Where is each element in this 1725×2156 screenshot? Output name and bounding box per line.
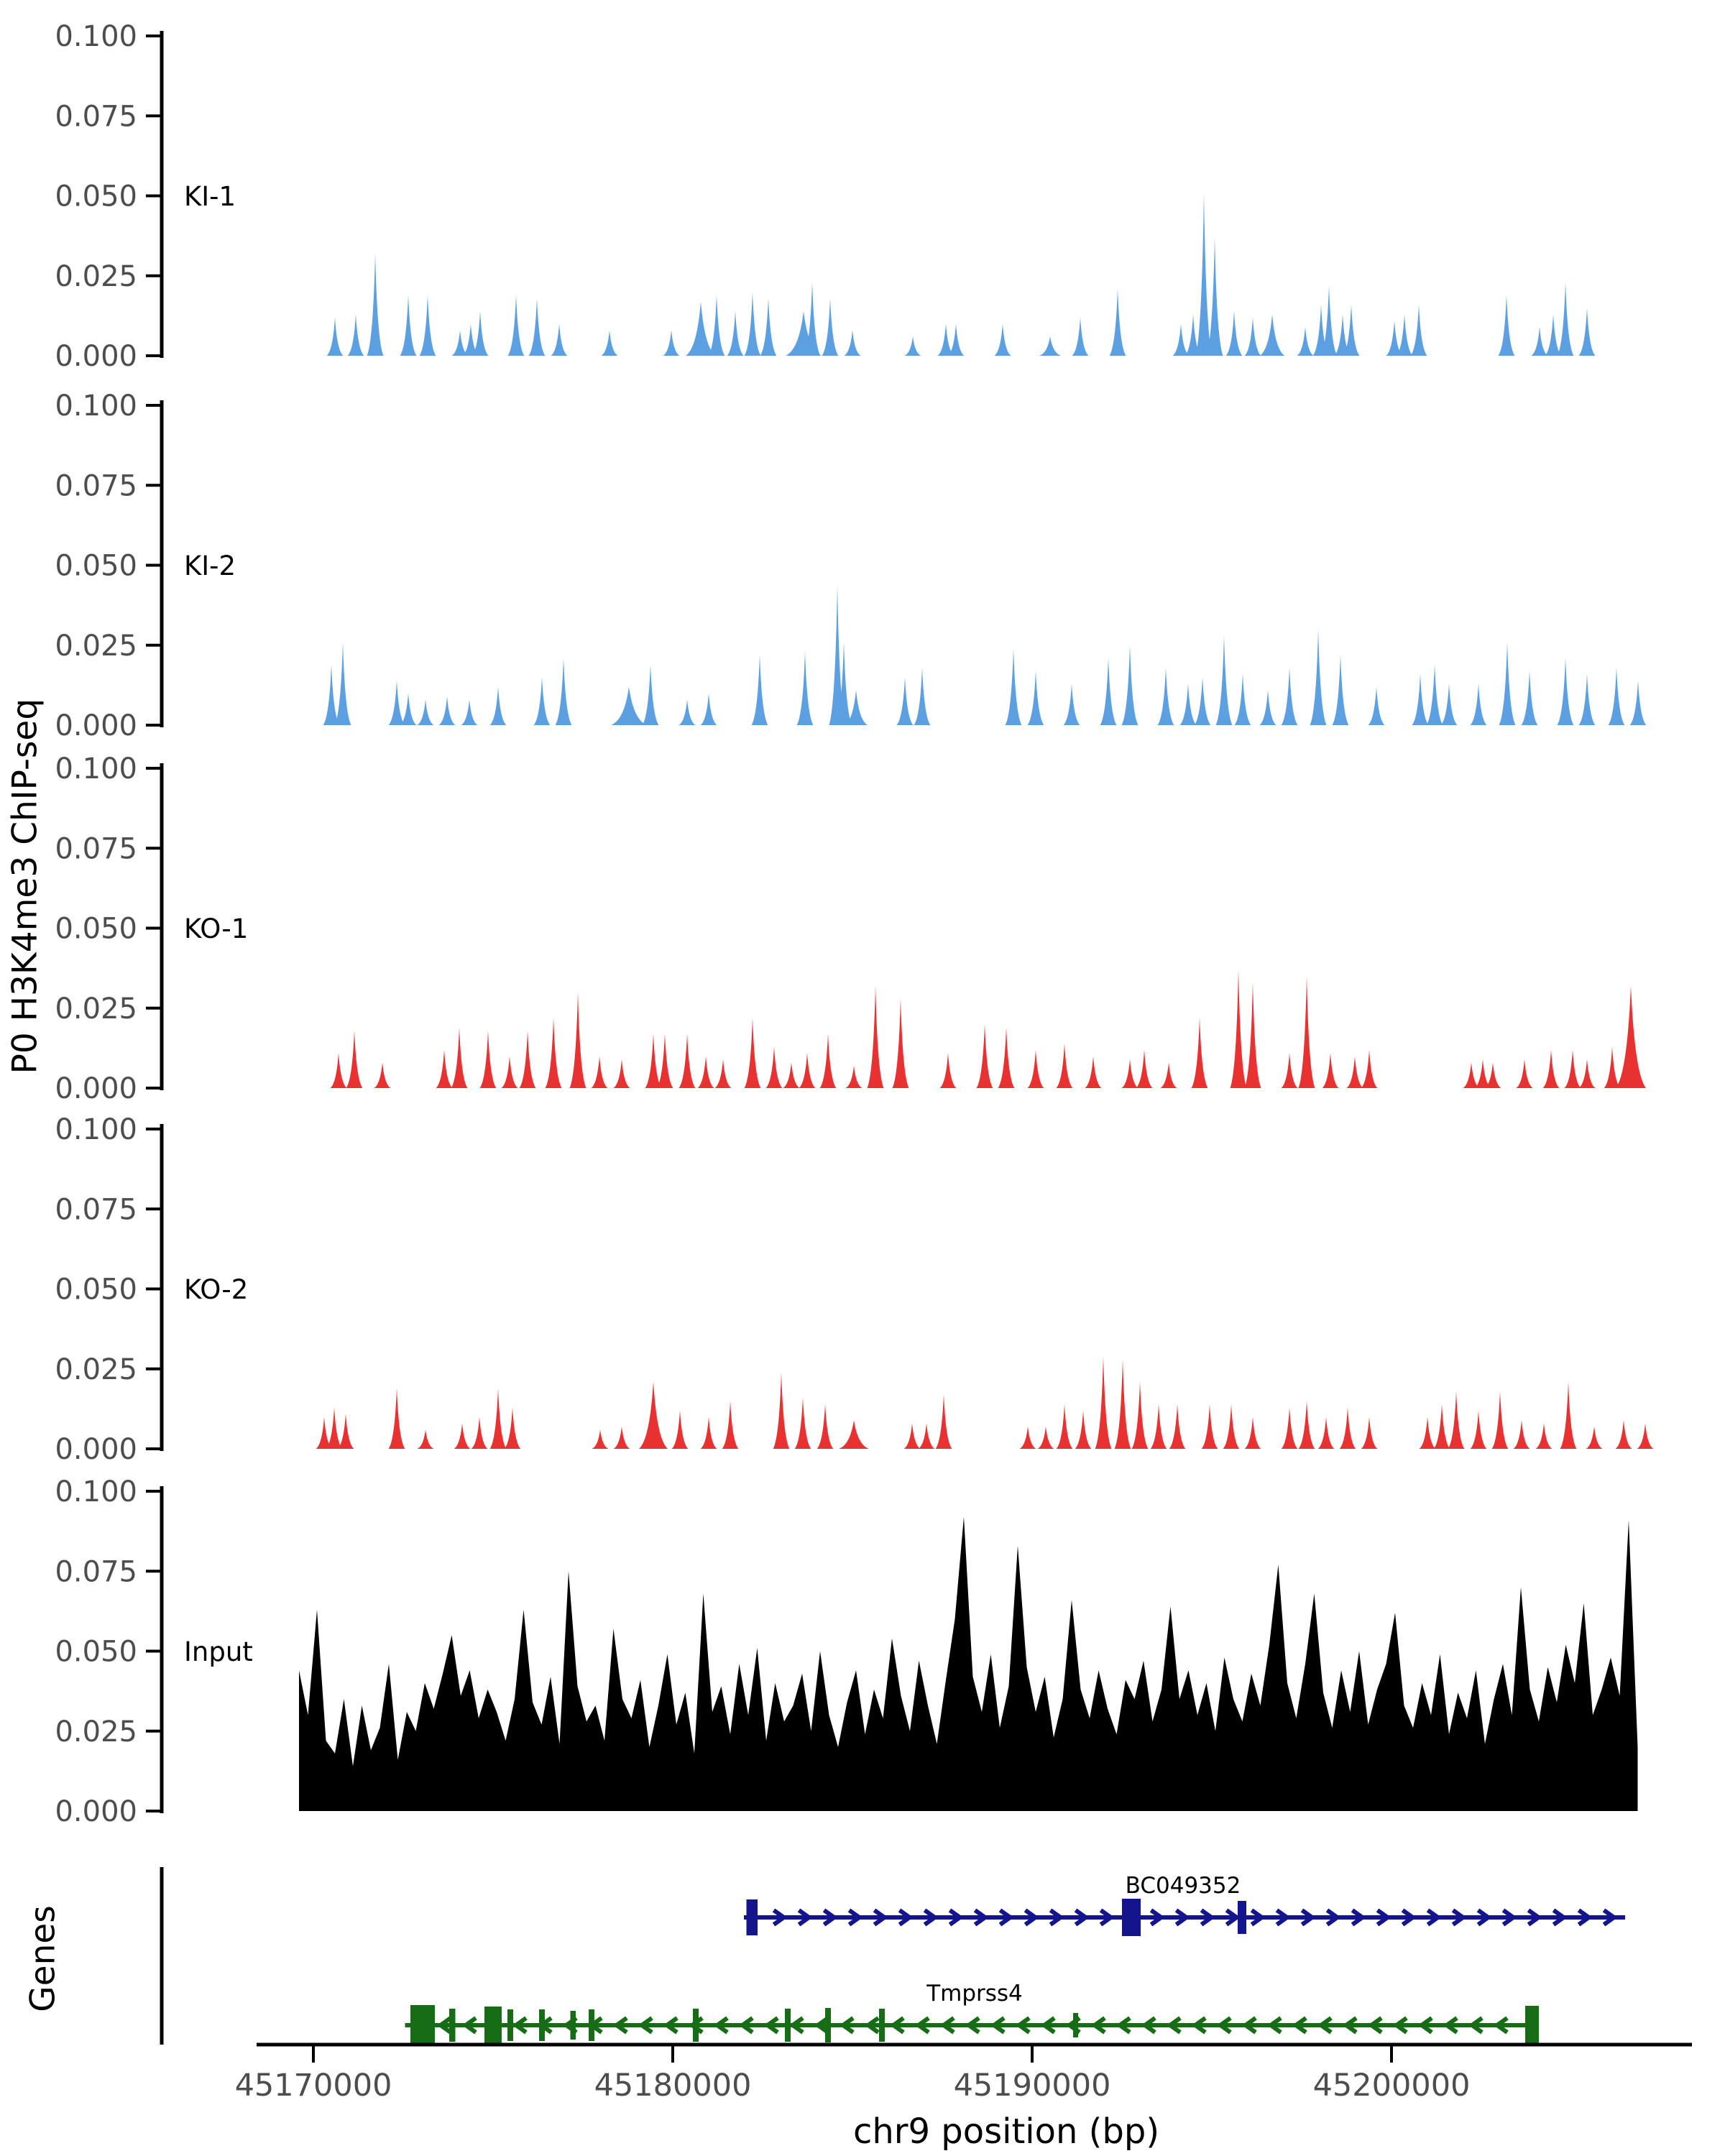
exon-box [410,2005,435,2045]
x-tick-label: 45200000 [1312,2068,1471,2104]
y-tick-label: 0.075 [55,832,137,866]
x-tick-label: 45170000 [234,2068,392,2104]
coverage-area-Input [299,1517,1638,1811]
exon-box [1238,1901,1246,1934]
coverage-area-KO-2 [316,1356,1654,1449]
y-tick-label: 0.025 [55,629,137,663]
gene-name-label: BC049352 [1125,1873,1241,1899]
exon-box [693,2009,699,2042]
track-KO-2 [55,1113,1653,1466]
x-axis-label: chr9 position (bp) [852,2111,1160,2152]
y-tick-label: 0.100 [55,1113,137,1146]
exon-box [1525,2006,1539,2045]
exon-box [825,2008,831,2042]
track-name-KO-1: KO-1 [184,913,249,944]
exon-box [1122,1899,1141,1936]
y-tick-label: 0.100 [55,20,137,53]
genes-panel-label: Genes [23,1905,63,2012]
gene-Tmprss4 [405,1981,1540,2045]
track-KI-2 [55,390,1646,742]
y-tick-label: 0.050 [55,1635,137,1669]
coverage-area-KI-1 [327,193,1596,356]
x-tick-label: 45180000 [594,2068,752,2104]
y-tick-label: 0.025 [55,1353,137,1386]
y-tick-label: 0.075 [55,100,137,134]
y-tick-label: 0.000 [55,1433,137,1466]
track-name-Input: Input [184,1636,253,1667]
y-tick-label: 0.000 [55,1072,137,1105]
exon-box [747,1899,758,1935]
y-tick-label: 0.050 [55,912,137,946]
y-tick-label: 0.025 [55,259,137,293]
track-name-KO-2: KO-2 [184,1274,249,1305]
y-tick-label: 0.100 [55,390,137,423]
y-tick-label: 0.100 [55,1475,137,1508]
y-tick-label: 0.000 [55,340,137,373]
y-tick-label: 0.075 [55,1193,137,1227]
coverage-area-KO-1 [331,969,1647,1088]
exon-box [1073,2013,1078,2037]
exon-box [589,2009,594,2041]
track-Input [55,1475,1637,1828]
y-tick-label: 0.000 [55,709,137,742]
x-tick-label: 45190000 [953,2068,1111,2104]
track-KI-1 [55,20,1595,373]
y-tick-label: 0.100 [55,752,137,786]
exon-box [785,2009,791,2042]
gene-name-label: Tmprss4 [926,1981,1023,2007]
exon-box [571,2011,576,2040]
y-tick-label: 0.050 [55,1273,137,1307]
exon-box [539,2009,545,2041]
y-tick-label: 0.025 [55,992,137,1026]
y-tick-label: 0.000 [55,1795,137,1828]
genes-panel [162,1867,1625,2045]
track-name-KI-1: KI-1 [184,181,236,212]
y-tick-label: 0.075 [55,1555,137,1589]
y-tick-label: 0.050 [55,549,137,583]
exon-box [879,2009,885,2042]
gene-BC049352 [744,1873,1625,1936]
exon-box [449,2009,456,2042]
exon-box [507,2009,513,2041]
y-tick-label: 0.050 [55,180,137,213]
y-tick-label: 0.075 [55,469,137,503]
track-name-KI-2: KI-2 [184,550,236,581]
exon-box [484,2007,502,2044]
y-axis-label: P0 H3K4me3 ChIP-seq [5,698,45,1074]
y-tick-label: 0.025 [55,1715,137,1749]
track-KO-1 [55,752,1646,1105]
x-axis [235,2045,1692,2104]
coverage-area-KI-2 [323,584,1647,725]
